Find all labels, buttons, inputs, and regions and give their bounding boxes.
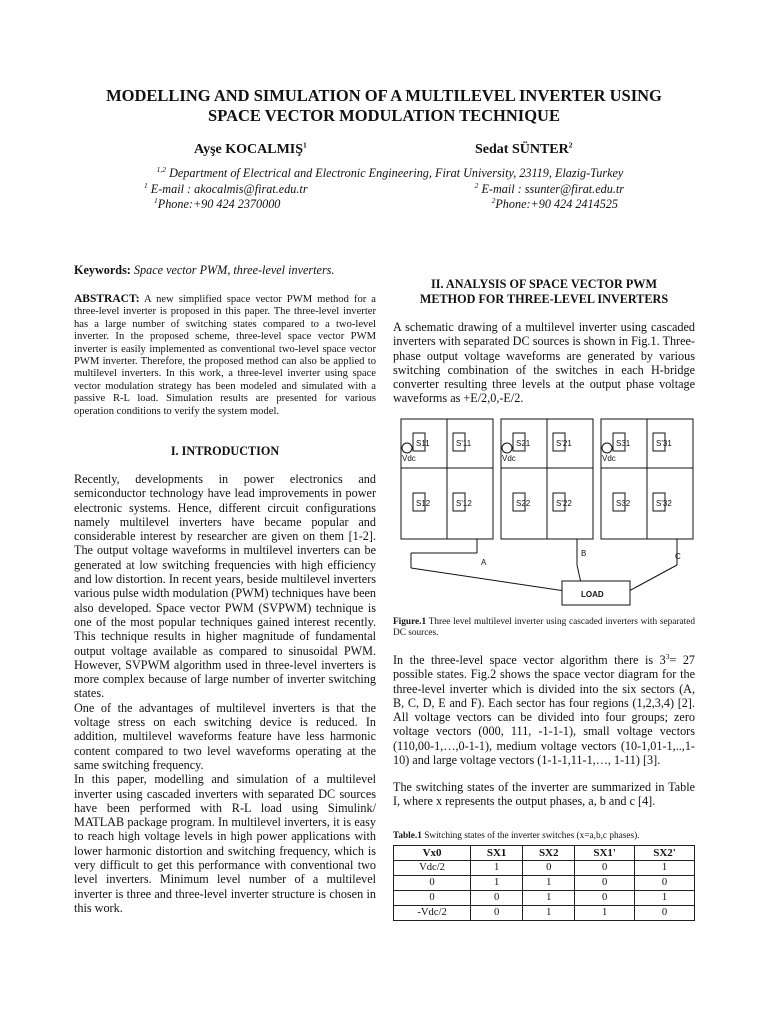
- email-1: [120, 182, 308, 198]
- table-cell: 1: [523, 906, 575, 921]
- table-cell: 1: [523, 876, 575, 891]
- abstract: [74, 293, 376, 418]
- affiliation-dept-text: Department of Electrical and Electronic Engineering, Firat University, 23119, Elazig-Turkey: [169, 166, 624, 180]
- table-1-caption: [393, 831, 695, 842]
- phone-1: [120, 197, 280, 213]
- label-s12: S12: [416, 499, 431, 508]
- email-1-text: E-mail : akocalmis@firat.edu.tr: [150, 181, 308, 196]
- table-header-row: [394, 846, 695, 861]
- table-header-sx2: [523, 846, 575, 861]
- intro-paragraph-3: In this paper, modelling and simulation of a multilevel inverter using cascaded inverters with separated DC sources have been performed with R-L load using Simulink/ MATLAB package program. In multilevel inverters, it is easy to reach high voltage levels in high power applications with lower harmonic distortion and switching frequency, which is very difficult to get this performance with conventional two level inverters. Minimum level number of a multilevel inverter is three and three-level inverter structure is chosen in this work.: [74, 772, 376, 915]
- section-2-paragraph-3: The switching states of the inverter are summarized in Table I, where x represents the output phases, a, b and c [4].: [393, 780, 695, 809]
- figure-1-caption: [393, 617, 695, 639]
- abstract-text: A new simplified space vector PWM method for a three-level inverter is proposed in this paper. The three-level inverter has a large number of switching states compared to a two-level inverter. In the proposed scheme, three-level space vector PWM inverter is easily implemented as conventional two-level space vector PWM inverter. Therefore, the proposed method can also be applied to multilevel inverters. In this work, a three-level inverter using space vector modulation strategy has been modeled and simulated with a passive R-L load. Simulation results are presented for various operation conditions to verify the system model.: [74, 294, 376, 417]
- phone-2-sup: 2: [491, 195, 496, 205]
- label-s21: S21: [516, 439, 531, 448]
- table-header-vx0: [394, 846, 471, 861]
- header-text: SX2': [653, 847, 676, 859]
- label-s22: S22: [516, 499, 531, 508]
- switching-states-table: [393, 845, 695, 921]
- table-row: [394, 876, 695, 891]
- table-cell: 1: [471, 861, 523, 876]
- label-s31-prime: S'31: [656, 439, 672, 448]
- phone-1-text: Phone:+90 424 2370000: [157, 197, 281, 211]
- label-s32: S32: [616, 499, 631, 508]
- table-row: [394, 861, 695, 876]
- email-2: [475, 182, 660, 198]
- affiliation-phone-row: [120, 197, 660, 213]
- keywords: [74, 263, 376, 277]
- label-s22-prime: S'22: [556, 499, 572, 508]
- h-bridge-1: [401, 419, 493, 539]
- table-cell: 1: [575, 906, 635, 921]
- table-cell: 0: [471, 906, 523, 921]
- table-cell: 0: [575, 891, 635, 906]
- table-cell: 1: [635, 861, 695, 876]
- header-text: Vx0: [422, 847, 442, 859]
- header-text: SX1': [593, 847, 616, 859]
- section-2-paragraph-1: A schematic drawing of a multilevel inverter using cascaded inverters with separated DC sources is shown in Fig.1. Three-phase output voltage waveforms are generated by various switching combination of the switches in each H-bridge converter resulting three levels at the output phase voltage waveforms as +E/2,0,-E/2.: [393, 320, 695, 406]
- table-cell: 0: [575, 876, 635, 891]
- section-2-paragraph-2: [393, 653, 695, 767]
- affiliation-email-row: [120, 182, 660, 198]
- section-2-paragraph-2-start: In the three-level space vector algorithm there is 3: [393, 653, 666, 667]
- phone-1-sup: 1: [154, 195, 158, 205]
- label-phase-c: C: [675, 552, 681, 561]
- intro-paragraph-1: Recently, developments in power electronics and semiconductor technology have lead improvements in power electronic systems. Hence, different circuit configurations namely multilevel inverters have became popular and considerable interest by researcher are given on them [1-2]. The output voltage waveforms in multilevel inverters can be generated at low switching frequencies with high efficiency and low distortion. In recent years, beside multilevel inverters various pulse width modulation (PWM) techniques have been also developed. Space vector PWM (SVPWM) technique is one of the most popular techniques gained interest recently. This technique results in higher magnitude of fundamental output voltage available as compared to sinusoidal PWM. However, SVPWM algorithm used in three-level inverters is more complex because of large number of inverter switching states.: [74, 472, 376, 701]
- abstract-label: ABSTRACT:: [74, 293, 140, 305]
- label-vdc-3: Vdc: [602, 454, 616, 463]
- author-2-sup: 2: [568, 140, 573, 150]
- label-s21-prime: S'21: [556, 439, 572, 448]
- label-s11-prime: S'11: [456, 439, 472, 448]
- h-bridge-2: [501, 419, 593, 539]
- header-text: SX1: [486, 847, 507, 859]
- label-load: LOAD: [581, 590, 604, 599]
- title-line-2: SPACE VECTOR MODULATION TECHNIQUE: [208, 106, 560, 125]
- table-cell: 0: [575, 861, 635, 876]
- email-1-sup: 1: [144, 180, 148, 190]
- table-cell: 0: [471, 891, 523, 906]
- table-header-sx2-prime: [635, 846, 695, 861]
- label-vdc-1: Vdc: [402, 454, 416, 463]
- label-s12-prime: S'12: [456, 499, 472, 508]
- table-cell: 0: [394, 891, 471, 906]
- label-s31: S31: [616, 439, 631, 448]
- section-2-paragraph-2-rest: = 27 possible states. Fig.2 shows the space vector diagram for the three-level inverter which is divided into the six sectors (A, B, C, D, E and F). Each sector has four regions (1,2,3,4) [2]. All voltage vectors can be divided into four groups; zero voltage vectors (000, 111, -1-1-1), small voltage vectors (110,00-1,…,0-1-1), medium voltage vectors (10-1,01-1,..,1-10) and large voltage vectors (1-1-1,11-1,…, 1-11) [3].: [393, 653, 696, 768]
- label-phase-b: B: [581, 549, 587, 558]
- affiliation-sup: 1,2: [156, 164, 167, 174]
- phone-2-text: Phone:+90 424 2414525: [495, 197, 618, 211]
- label-phase-a: A: [481, 558, 487, 567]
- intro-paragraph-2: One of the advantages of multilevel inverters is that the voltage stress on each switching device is reduced. In addition, multilevel waveforms feature have less harmonic content compared to two level waveforms operating at the same switching frequency.: [74, 700, 376, 772]
- email-2-text: E-mail : ssunter@firat.edu.tr: [481, 181, 624, 196]
- intro-body: [74, 472, 376, 915]
- figure-1-caption-label: Figure.1: [393, 617, 427, 627]
- table-cell: 0: [635, 876, 695, 891]
- author-2: [475, 142, 573, 158]
- label-vdc-2: Vdc: [502, 454, 516, 463]
- label-s11: S11: [416, 439, 430, 448]
- table-cell: 0: [394, 876, 471, 891]
- keywords-label: Keywords:: [74, 263, 131, 277]
- table-row: [394, 891, 695, 906]
- phone-2: [492, 197, 660, 213]
- author-2-name: Sedat SÜNTER: [475, 142, 569, 157]
- header-text: SX2: [538, 847, 559, 859]
- paper-title: [40, 86, 728, 126]
- author-1-sup: 1: [303, 140, 307, 150]
- label-s32-prime: S'32: [656, 499, 672, 508]
- h-bridge-3: [601, 419, 693, 539]
- table-header-sx1-prime: [575, 846, 635, 861]
- section-2-heading-line-1: II. ANALYSIS OF SPACE VECTOR PWM: [431, 277, 657, 291]
- author-1: [194, 142, 307, 158]
- intro-heading: I. INTRODUCTION: [170, 444, 280, 458]
- table-header-sx1: [471, 846, 523, 861]
- section-2-heading-line-2: METHOD FOR THREE-LEVEL INVERTERS: [419, 292, 669, 306]
- figure-1-circuit-diagram: [397, 413, 697, 615]
- table-cell: 0: [635, 906, 695, 921]
- affiliation-dept: [120, 166, 660, 182]
- table-1-caption-text: Switching states of the inverter switches (x=a,b,c phases).: [424, 831, 640, 841]
- keywords-text: Space vector PWM, three-level inverters.: [133, 263, 335, 277]
- author-1-name: Ayşe KOCALMIŞ: [194, 142, 304, 157]
- title-line-1: MODELLING AND SIMULATION OF A MULTILEVEL INVERTER USING: [106, 86, 662, 105]
- affiliation: [120, 166, 660, 213]
- table-1-caption-label: Table.1: [393, 831, 422, 841]
- table-cell: 1: [523, 891, 575, 906]
- table-cell: Vdc/2: [394, 861, 471, 876]
- section-2-heading: [393, 277, 695, 307]
- email-2-sup: 2: [474, 180, 479, 190]
- table-cell: 0: [523, 861, 575, 876]
- table-cell: -Vdc/2: [394, 906, 471, 921]
- table-cell: 1: [635, 891, 695, 906]
- table-row: [394, 906, 695, 921]
- table-cell: 1: [471, 876, 523, 891]
- figure-1-caption-text: Three level multilevel inverter using cascaded inverters with separated DC sources.: [393, 617, 695, 638]
- section-2-paragraph-2-sup: 3: [665, 651, 670, 661]
